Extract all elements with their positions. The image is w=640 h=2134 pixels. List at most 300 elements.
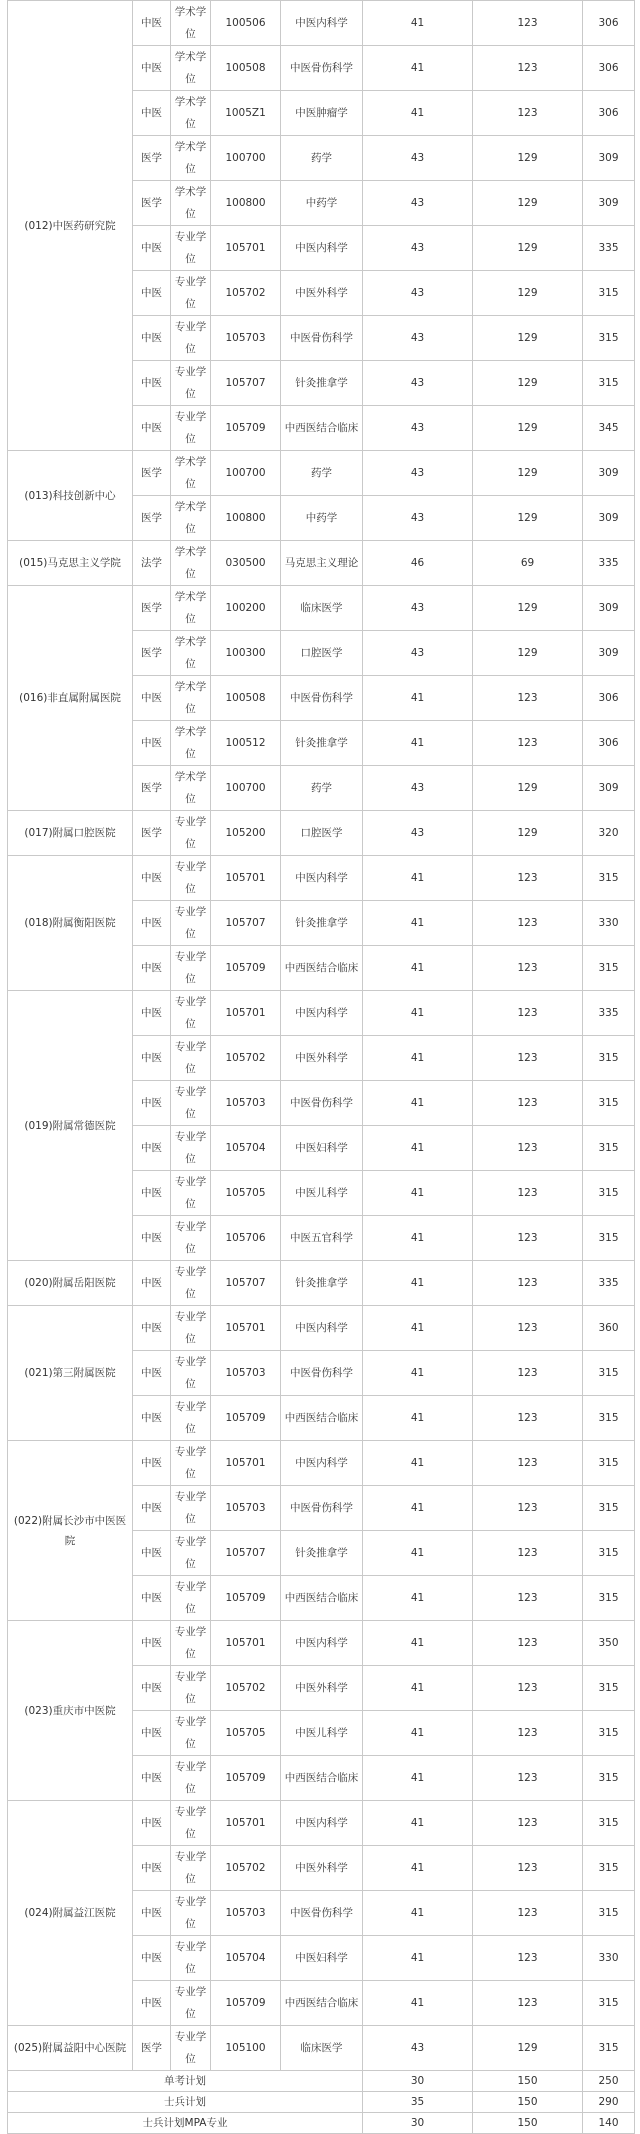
category-cell: 中医: [133, 856, 171, 901]
politics-score-cell: 41: [363, 1486, 473, 1531]
code-cell: 105704: [211, 1936, 281, 1981]
business-score-cell: 123: [473, 1, 583, 46]
category-cell: 中医: [133, 361, 171, 406]
institute-cell: (018)附属衡阳医院: [8, 856, 133, 991]
major-cell: 中医妇科学: [281, 1936, 363, 1981]
code-cell: 105706: [211, 1216, 281, 1261]
code-cell: 105705: [211, 1711, 281, 1756]
table-row: [8, 586, 635, 631]
politics-score-cell: 41: [363, 46, 473, 91]
politics-score-cell: 41: [363, 856, 473, 901]
major-cell: 中医内科学: [281, 1, 363, 46]
category-cell: 医学: [133, 631, 171, 676]
degree-cell: 专业学位: [171, 946, 211, 991]
politics-score-cell: 43: [363, 406, 473, 451]
politics-score-cell: 41: [363, 1891, 473, 1936]
major-cell: 中医儿科学: [281, 1711, 363, 1756]
total-score-cell: 315: [583, 1576, 635, 1621]
code-cell: 105701: [211, 1441, 281, 1486]
politics-score-cell: 41: [363, 676, 473, 721]
code-cell: 105709: [211, 946, 281, 991]
code-cell: 105709: [211, 406, 281, 451]
degree-cell: 专业学位: [171, 1171, 211, 1216]
degree-cell: 专业学位: [171, 406, 211, 451]
category-cell: 中医: [133, 1396, 171, 1441]
business-score-cell: 129: [473, 766, 583, 811]
code-cell: 105709: [211, 1396, 281, 1441]
total-score-cell: 315: [583, 856, 635, 901]
category-cell: 中医: [133, 316, 171, 361]
institute-cell: (021)第三附属医院: [8, 1306, 133, 1441]
total-score-cell: 315: [583, 2026, 635, 2071]
total-score-cell: 290: [583, 2092, 635, 2113]
institute-cell: (016)非直属附属医院: [8, 586, 133, 811]
code-cell: 100200: [211, 586, 281, 631]
category-cell: 中医: [133, 946, 171, 991]
major-cell: 针灸推拿学: [281, 721, 363, 766]
category-cell: 中医: [133, 91, 171, 136]
business-score-cell: 123: [473, 946, 583, 991]
category-cell: 中医: [133, 1576, 171, 1621]
politics-score-cell: 43: [363, 361, 473, 406]
category-cell: 医学: [133, 811, 171, 856]
summary-row: [8, 2071, 635, 2092]
business-score-cell: 69: [473, 541, 583, 586]
politics-score-cell: 41: [363, 901, 473, 946]
business-score-cell: 123: [473, 991, 583, 1036]
major-cell: 中医内科学: [281, 991, 363, 1036]
total-score-cell: 309: [583, 181, 635, 226]
table-row: [8, 451, 635, 496]
politics-score-cell: 43: [363, 2026, 473, 2071]
major-cell: 中医骨伤科学: [281, 1891, 363, 1936]
degree-cell: 专业学位: [171, 226, 211, 271]
degree-cell: 专业学位: [171, 361, 211, 406]
category-cell: 中医: [133, 991, 171, 1036]
major-cell: 中医内科学: [281, 1441, 363, 1486]
total-score-cell: 335: [583, 991, 635, 1036]
major-cell: 针灸推拿学: [281, 361, 363, 406]
code-cell: 105702: [211, 1846, 281, 1891]
business-score-cell: 123: [473, 1891, 583, 1936]
major-cell: 药学: [281, 451, 363, 496]
politics-score-cell: 41: [363, 1981, 473, 2026]
category-cell: 医学: [133, 586, 171, 631]
category-cell: 中医: [133, 1036, 171, 1081]
politics-score-cell: 41: [363, 91, 473, 136]
category-cell: 中医: [133, 1981, 171, 2026]
category-cell: 中医: [133, 1801, 171, 1846]
degree-cell: 专业学位: [171, 1036, 211, 1081]
code-cell: 100700: [211, 451, 281, 496]
politics-score-cell: 41: [363, 1171, 473, 1216]
degree-cell: 专业学位: [171, 856, 211, 901]
degree-cell: 学术学位: [171, 766, 211, 811]
business-score-cell: 123: [473, 1666, 583, 1711]
code-cell: 105703: [211, 1891, 281, 1936]
code-cell: 105703: [211, 1486, 281, 1531]
degree-cell: 学术学位: [171, 676, 211, 721]
degree-cell: 专业学位: [171, 1351, 211, 1396]
degree-cell: 学术学位: [171, 181, 211, 226]
degree-cell: 专业学位: [171, 1621, 211, 1666]
degree-cell: 专业学位: [171, 1756, 211, 1801]
category-cell: 中医: [133, 1216, 171, 1261]
category-cell: 中医: [133, 1261, 171, 1306]
business-score-cell: 123: [473, 1756, 583, 1801]
total-score-cell: 315: [583, 1216, 635, 1261]
business-score-cell: 123: [473, 901, 583, 946]
institute-cell: (023)重庆市中医院: [8, 1621, 133, 1801]
politics-score-cell: 41: [363, 1936, 473, 1981]
politics-score-cell: 46: [363, 541, 473, 586]
code-cell: 030500: [211, 541, 281, 586]
table-row: [8, 1306, 635, 1351]
politics-score-cell: 41: [363, 1081, 473, 1126]
code-cell: 105703: [211, 1081, 281, 1126]
score-table: [7, 0, 635, 2134]
table-row: [8, 856, 635, 901]
total-score-cell: 315: [583, 1801, 635, 1846]
code-cell: 105702: [211, 1666, 281, 1711]
business-score-cell: 123: [473, 1216, 583, 1261]
politics-score-cell: 43: [363, 451, 473, 496]
degree-cell: 学术学位: [171, 586, 211, 631]
major-cell: 马克思主义理论: [281, 541, 363, 586]
major-cell: 中医外科学: [281, 271, 363, 316]
politics-score-cell: 41: [363, 1216, 473, 1261]
category-cell: 中医: [133, 1126, 171, 1171]
total-score-cell: 360: [583, 1306, 635, 1351]
politics-score-cell: 30: [363, 2113, 473, 2134]
politics-score-cell: 41: [363, 1531, 473, 1576]
total-score-cell: 306: [583, 91, 635, 136]
code-cell: 105100: [211, 2026, 281, 2071]
major-cell: 中药学: [281, 496, 363, 541]
institute-cell: (015)马克思主义学院: [8, 541, 133, 586]
degree-cell: 学术学位: [171, 136, 211, 181]
major-cell: 中医骨伤科学: [281, 316, 363, 361]
major-cell: 药学: [281, 766, 363, 811]
business-score-cell: 123: [473, 91, 583, 136]
category-cell: 医学: [133, 181, 171, 226]
degree-cell: 专业学位: [171, 271, 211, 316]
category-cell: 医学: [133, 766, 171, 811]
politics-score-cell: 41: [363, 1846, 473, 1891]
total-score-cell: 309: [583, 766, 635, 811]
category-cell: 中医: [133, 1531, 171, 1576]
business-score-cell: 123: [473, 1486, 583, 1531]
total-score-cell: 315: [583, 1036, 635, 1081]
business-score-cell: 123: [473, 1981, 583, 2026]
business-score-cell: 123: [473, 1711, 583, 1756]
degree-cell: 专业学位: [171, 1396, 211, 1441]
total-score-cell: 309: [583, 586, 635, 631]
total-score-cell: 315: [583, 1351, 635, 1396]
degree-cell: 专业学位: [171, 1891, 211, 1936]
major-cell: 中西医结合临床: [281, 1396, 363, 1441]
business-score-cell: 129: [473, 316, 583, 361]
major-cell: 中西医结合临床: [281, 1756, 363, 1801]
total-score-cell: 335: [583, 1261, 635, 1306]
category-cell: 中医: [133, 1936, 171, 1981]
major-cell: 口腔医学: [281, 631, 363, 676]
summary-label-cell: 士兵计划MPA专业: [8, 2113, 363, 2134]
business-score-cell: 123: [473, 1576, 583, 1621]
total-score-cell: 315: [583, 271, 635, 316]
politics-score-cell: 41: [363, 721, 473, 766]
business-score-cell: 123: [473, 1351, 583, 1396]
major-cell: 临床医学: [281, 586, 363, 631]
major-cell: 针灸推拿学: [281, 901, 363, 946]
major-cell: 中医内科学: [281, 226, 363, 271]
degree-cell: 专业学位: [171, 1081, 211, 1126]
total-score-cell: 306: [583, 46, 635, 91]
major-cell: 中医骨伤科学: [281, 1081, 363, 1126]
major-cell: 中医内科学: [281, 1621, 363, 1666]
total-score-cell: 315: [583, 361, 635, 406]
institute-cell: (022)附属长沙市中医医院: [8, 1441, 133, 1621]
business-score-cell: 123: [473, 1846, 583, 1891]
institute-cell: (019)附属常德医院: [8, 991, 133, 1261]
business-score-cell: 123: [473, 1936, 583, 1981]
business-score-cell: 129: [473, 226, 583, 271]
code-cell: 105707: [211, 1531, 281, 1576]
category-cell: 医学: [133, 451, 171, 496]
total-score-cell: 306: [583, 721, 635, 766]
total-score-cell: 315: [583, 1486, 635, 1531]
score-table-body: [8, 1, 635, 2134]
politics-score-cell: 41: [363, 1576, 473, 1621]
degree-cell: 学术学位: [171, 496, 211, 541]
business-score-cell: 123: [473, 1621, 583, 1666]
politics-score-cell: 43: [363, 181, 473, 226]
degree-cell: 专业学位: [171, 1666, 211, 1711]
business-score-cell: 123: [473, 721, 583, 766]
business-score-cell: 129: [473, 271, 583, 316]
politics-score-cell: 41: [363, 1621, 473, 1666]
total-score-cell: 315: [583, 1756, 635, 1801]
degree-cell: 专业学位: [171, 1801, 211, 1846]
business-score-cell: 129: [473, 631, 583, 676]
business-score-cell: 123: [473, 1396, 583, 1441]
code-cell: 105702: [211, 1036, 281, 1081]
major-cell: 中药学: [281, 181, 363, 226]
politics-score-cell: 41: [363, 1396, 473, 1441]
total-score-cell: 315: [583, 1846, 635, 1891]
total-score-cell: 335: [583, 541, 635, 586]
total-score-cell: 315: [583, 1981, 635, 2026]
degree-cell: 学术学位: [171, 451, 211, 496]
total-score-cell: 140: [583, 2113, 635, 2134]
politics-score-cell: 41: [363, 1756, 473, 1801]
category-cell: 中医: [133, 901, 171, 946]
total-score-cell: 315: [583, 1441, 635, 1486]
major-cell: 中医外科学: [281, 1036, 363, 1081]
business-score-cell: 129: [473, 496, 583, 541]
total-score-cell: 315: [583, 1396, 635, 1441]
business-score-cell: 150: [473, 2071, 583, 2092]
code-cell: 105701: [211, 1306, 281, 1351]
politics-score-cell: 43: [363, 496, 473, 541]
business-score-cell: 123: [473, 1126, 583, 1171]
degree-cell: 专业学位: [171, 811, 211, 856]
code-cell: 105701: [211, 1801, 281, 1846]
politics-score-cell: 43: [363, 226, 473, 271]
institute-cell: (025)附属益阳中心医院: [8, 2026, 133, 2071]
politics-score-cell: 41: [363, 1126, 473, 1171]
category-cell: 中医: [133, 46, 171, 91]
category-cell: 中医: [133, 676, 171, 721]
degree-cell: 专业学位: [171, 991, 211, 1036]
total-score-cell: 350: [583, 1621, 635, 1666]
degree-cell: 专业学位: [171, 1126, 211, 1171]
total-score-cell: 315: [583, 1711, 635, 1756]
degree-cell: 专业学位: [171, 1306, 211, 1351]
code-cell: 100300: [211, 631, 281, 676]
major-cell: 药学: [281, 136, 363, 181]
category-cell: 医学: [133, 136, 171, 181]
total-score-cell: 335: [583, 226, 635, 271]
table-row: [8, 1621, 635, 1666]
major-cell: 中西医结合临床: [281, 946, 363, 991]
code-cell: 100508: [211, 46, 281, 91]
business-score-cell: 129: [473, 811, 583, 856]
major-cell: 中医妇科学: [281, 1126, 363, 1171]
politics-score-cell: 41: [363, 1711, 473, 1756]
total-score-cell: 315: [583, 946, 635, 991]
category-cell: 中医: [133, 1756, 171, 1801]
category-cell: 中医: [133, 271, 171, 316]
degree-cell: 专业学位: [171, 1711, 211, 1756]
table-row: [8, 1, 635, 46]
business-score-cell: 150: [473, 2113, 583, 2134]
total-score-cell: 315: [583, 1171, 635, 1216]
politics-score-cell: 43: [363, 316, 473, 361]
category-cell: 中医: [133, 1666, 171, 1711]
business-score-cell: 129: [473, 136, 583, 181]
total-score-cell: 330: [583, 1936, 635, 1981]
table-row: [8, 1261, 635, 1306]
category-cell: 中医: [133, 226, 171, 271]
code-cell: 105705: [211, 1171, 281, 1216]
degree-cell: 学术学位: [171, 46, 211, 91]
category-cell: 法学: [133, 541, 171, 586]
business-score-cell: 123: [473, 856, 583, 901]
total-score-cell: 345: [583, 406, 635, 451]
politics-score-cell: 43: [363, 136, 473, 181]
total-score-cell: 315: [583, 316, 635, 361]
table-row: [8, 1801, 635, 1846]
politics-score-cell: 41: [363, 1, 473, 46]
major-cell: 中西医结合临床: [281, 1981, 363, 2026]
code-cell: 100508: [211, 676, 281, 721]
major-cell: 中医五官科学: [281, 1216, 363, 1261]
total-score-cell: 330: [583, 901, 635, 946]
code-cell: 105703: [211, 316, 281, 361]
business-score-cell: 129: [473, 406, 583, 451]
table-row: [8, 991, 635, 1036]
politics-score-cell: 41: [363, 1261, 473, 1306]
degree-cell: 学术学位: [171, 1, 211, 46]
table-row: [8, 1441, 635, 1486]
degree-cell: 专业学位: [171, 901, 211, 946]
total-score-cell: 250: [583, 2071, 635, 2092]
code-cell: 105702: [211, 271, 281, 316]
major-cell: 中医骨伤科学: [281, 1351, 363, 1396]
business-score-cell: 129: [473, 361, 583, 406]
politics-score-cell: 41: [363, 1351, 473, 1396]
institute-cell: (024)附属益江医院: [8, 1801, 133, 2026]
category-cell: 中医: [133, 1306, 171, 1351]
degree-cell: 专业学位: [171, 1261, 211, 1306]
degree-cell: 专业学位: [171, 1981, 211, 2026]
code-cell: 105701: [211, 856, 281, 901]
major-cell: 中医骨伤科学: [281, 46, 363, 91]
institute-cell: (020)附属岳阳医院: [8, 1261, 133, 1306]
summary-label-cell: 单考计划: [8, 2071, 363, 2092]
code-cell: 100800: [211, 181, 281, 226]
category-cell: 中医: [133, 721, 171, 766]
category-cell: 中医: [133, 1081, 171, 1126]
code-cell: 100700: [211, 766, 281, 811]
table-row: [8, 811, 635, 856]
politics-score-cell: 35: [363, 2092, 473, 2113]
total-score-cell: 309: [583, 136, 635, 181]
category-cell: 中医: [133, 1171, 171, 1216]
major-cell: 临床医学: [281, 2026, 363, 2071]
category-cell: 中医: [133, 1621, 171, 1666]
politics-score-cell: 43: [363, 271, 473, 316]
category-cell: 中医: [133, 1486, 171, 1531]
code-cell: 105701: [211, 1621, 281, 1666]
code-cell: 105701: [211, 991, 281, 1036]
total-score-cell: 309: [583, 496, 635, 541]
degree-cell: 专业学位: [171, 1576, 211, 1621]
politics-score-cell: 43: [363, 766, 473, 811]
category-cell: 中医: [133, 1, 171, 46]
business-score-cell: 123: [473, 1081, 583, 1126]
business-score-cell: 129: [473, 181, 583, 226]
major-cell: 针灸推拿学: [281, 1261, 363, 1306]
degree-cell: 专业学位: [171, 1486, 211, 1531]
category-cell: 医学: [133, 2026, 171, 2071]
summary-row: [8, 2113, 635, 2134]
code-cell: 100506: [211, 1, 281, 46]
business-score-cell: 123: [473, 1171, 583, 1216]
code-cell: 105707: [211, 361, 281, 406]
category-cell: 中医: [133, 1711, 171, 1756]
major-cell: 中医儿科学: [281, 1171, 363, 1216]
code-cell: 100800: [211, 496, 281, 541]
degree-cell: 专业学位: [171, 1531, 211, 1576]
major-cell: 中医骨伤科学: [281, 1486, 363, 1531]
degree-cell: 学术学位: [171, 91, 211, 136]
major-cell: 中西医结合临床: [281, 406, 363, 451]
degree-cell: 学术学位: [171, 721, 211, 766]
total-score-cell: 309: [583, 631, 635, 676]
summary-row: [8, 2092, 635, 2113]
politics-score-cell: 41: [363, 1036, 473, 1081]
politics-score-cell: 43: [363, 631, 473, 676]
major-cell: 中西医结合临床: [281, 1576, 363, 1621]
total-score-cell: 315: [583, 1531, 635, 1576]
institute-cell: (017)附属口腔医院: [8, 811, 133, 856]
category-cell: 中医: [133, 1846, 171, 1891]
politics-score-cell: 43: [363, 586, 473, 631]
degree-cell: 专业学位: [171, 1936, 211, 1981]
business-score-cell: 150: [473, 2092, 583, 2113]
